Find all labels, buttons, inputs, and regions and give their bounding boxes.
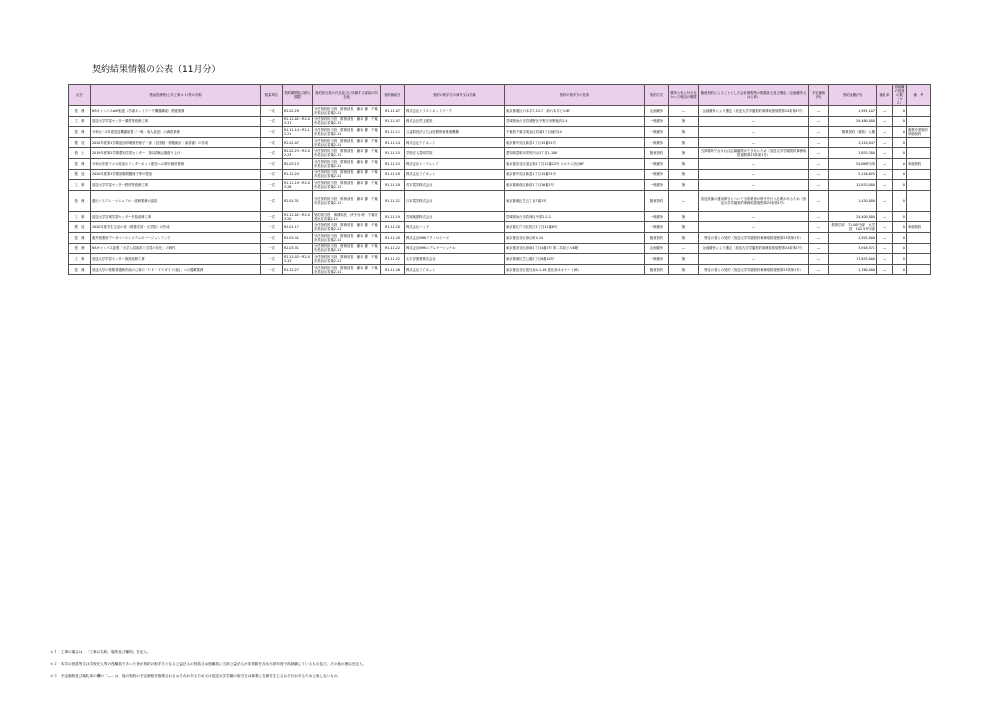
cell-partner: 株式会社ハップ — [405, 222, 505, 233]
table-row — [69, 116, 931, 127]
cell-basis: ― — [699, 254, 809, 265]
cell-basis: ― — [699, 137, 809, 148]
cell-date: R1.11.07 — [381, 116, 405, 127]
cell-address: 東京都港区芝五丁目7番1号 — [505, 190, 645, 211]
cell-name: 運行システム・マニュアル・改修業務の請負 — [91, 190, 261, 211]
header-period: 契約期間及び納入期限 — [283, 85, 313, 106]
cell-reason: 無 — [669, 254, 699, 265]
cell-amount: 3,220,047 — [829, 137, 877, 148]
cell-rate: ― — [877, 106, 893, 117]
cell-officer: 分任契約担当役 財務部長 藤本 優 千葉市美浜区若葉2-11 — [313, 127, 381, 138]
cell-address: 東京都渋谷区道玄坂1丁目12番12号 コルナス渋谷6F — [505, 158, 645, 169]
cell-reemployment: 0 — [893, 190, 907, 211]
cell-officer: 分任契約担当役 財務部長 藤本 優 千葉市美浜区若葉2-11 — [313, 148, 381, 159]
cell-name: 2020年度学生生活の栞（教養学部・大学院）の作成 — [91, 222, 261, 233]
cell-reemployment: 0 — [893, 243, 907, 254]
cell-date: R1.11.15 — [381, 158, 405, 169]
cell-basis: 特定の者との契約（放送大学学園契約事務取扱規程第23条第1号） — [699, 232, 809, 243]
cell-reason: 無 — [669, 180, 699, 191]
cell-basis: ― — [699, 180, 809, 191]
cell-estimate: ― — [809, 137, 829, 148]
cell-note — [907, 116, 931, 127]
cell-partner: 日本電気株式会社 — [405, 190, 505, 211]
cell-method: 随意契約 — [645, 190, 669, 211]
cell-rate: ― — [877, 148, 893, 159]
page-title: 契約結果情報の公表（11月分） — [92, 65, 221, 75]
cell-method: 一般競争 — [645, 222, 669, 233]
cell-method: 企画競争 — [645, 243, 669, 254]
cell-method: 一般競争 — [645, 137, 669, 148]
cell-date: R1.11.18 — [381, 169, 405, 180]
cell-name: 令和元年度ラジオ放送のインターネット配信への移行検討業務 — [91, 158, 261, 169]
cell-period: R2.01.31 — [283, 190, 313, 211]
cell-officer: 分任契約担当役 財務部長 藤本 優 千葉市美浜区若葉2-11 — [313, 169, 381, 180]
cell-rate: ― — [877, 243, 893, 254]
cell-officer: 分任契約担当役 財務部長 藤本 優 千葉市美浜区若葉2-11 — [313, 137, 381, 148]
cell-name: 2020年度第1学期追加印刷教材冊子一部（全国版・情報統計・演習書）の作成 — [91, 137, 261, 148]
cell-method: 一般競争 — [645, 169, 669, 180]
cell-officer: 分任契約担当役 財務部長 藤本 優 千葉市美浜区若葉2-11 — [313, 243, 381, 254]
cell-estimate: ― — [809, 158, 829, 169]
cell-qty: 一式 — [261, 264, 283, 275]
cell-qty: 一式 — [261, 180, 283, 191]
cell-method: 一般競争 — [645, 180, 669, 191]
cell-qty: 一式 — [261, 127, 283, 138]
cell-date: R1.11.07 — [381, 106, 405, 117]
cell-partner: 茂木電気株式会社 — [405, 180, 505, 191]
cell-estimate: ― — [809, 180, 829, 191]
cell-qty: 一式 — [261, 222, 283, 233]
cell-note — [907, 264, 931, 275]
cell-estimate: ― — [809, 264, 829, 275]
cell-reemployment: 0 — [893, 180, 907, 191]
cell-estimate: ― — [809, 232, 829, 243]
cell-date: R1.11.22 — [381, 254, 405, 265]
cell-officer: 契約担当役 事務局長 伊予谷 明 千葉市美浜区若葉2-11 — [313, 211, 381, 222]
cell-reemployment: 0 — [893, 137, 907, 148]
cell-officer: 分任契約担当役 財務部長 藤本 優 千葉市美浜区若葉2-11 — [313, 106, 381, 117]
header-partner: 契約の相手方の商号又は名称 — [405, 85, 505, 106]
cell-reason: 無 — [669, 137, 699, 148]
cell-rate: ― — [877, 127, 893, 138]
header-reemployment: 再就職の役員の数（＊２） — [893, 85, 907, 106]
cell-kubun: 工 事 — [69, 211, 91, 222]
cell-reason: 無 — [669, 222, 699, 233]
cell-period: R1.11.14～R2.12.21 — [283, 127, 313, 138]
cell-method: 随意契約 — [645, 264, 669, 275]
cell-basis: 当該場所でなければ会場確保ができないため（放送大学学園契約事務取扱規程第23条第1号） — [699, 148, 809, 159]
cell-reemployment: 0 — [893, 264, 907, 275]
cell-reemployment: 0 — [893, 169, 907, 180]
cell-reason: ― — [669, 190, 699, 211]
cell-reason: 無 — [669, 127, 699, 138]
cell-basis: 企画競争により選定（放送大学学園契約事務取扱規程第24条第1号） — [699, 243, 809, 254]
footnotes — [50, 650, 950, 685]
cell-reason: 無 — [669, 211, 699, 222]
cell-method: 一般競争 — [645, 158, 669, 169]
table-row — [69, 169, 931, 180]
cell-amount: 1,925,000 — [829, 232, 877, 243]
cell-officer: 分任契約担当役 財務部長 藤本 優 千葉市美浜区若葉2-11 — [313, 158, 381, 169]
cell-reason: ― — [669, 106, 699, 117]
table-row — [69, 222, 931, 233]
cell-kubun: 役 務 — [69, 264, 91, 275]
cell-amount: 2,216,625 — [829, 169, 877, 180]
cell-estimate: ― — [809, 148, 829, 159]
header-qty: 数量単位 — [261, 85, 283, 106]
cell-partner: 株式会社アイネット — [405, 264, 505, 275]
cell-amount: 24,400,000 — [829, 211, 877, 222]
table-row — [69, 158, 931, 169]
cell-qty: 一式 — [261, 137, 283, 148]
cell-estimate: ― — [809, 106, 829, 117]
cell-amount: 3,916,571 — [829, 243, 877, 254]
cell-partner: 株式会社NHKエデュケーショナル — [405, 243, 505, 254]
cell-method: 企画競争 — [645, 106, 669, 117]
cell-estimate: ― — [809, 190, 829, 211]
cell-address: 宮城県仙台市宮城野区中野字沖野地内2-4 — [505, 116, 645, 127]
cell-name: 番外授業用データベースシステムのバージョンアップ — [91, 232, 261, 243]
table-row — [69, 190, 931, 211]
cell-amount: 17,653,000 — [829, 254, 877, 265]
cell-partner: 株式会社NHKテクノロジーズ — [405, 232, 505, 243]
cell-note — [907, 254, 931, 265]
cell-name: NSキャンパス拡張「大学入試改革と学習の変化」の制作 — [91, 243, 261, 254]
cell-qty: 一式 — [261, 169, 283, 180]
header-officer: 契約担当役の氏名並びに所属する部局の所在地 — [313, 85, 381, 106]
cell-kubun: 製 造 — [69, 137, 91, 148]
cell-reemployment: 0 — [893, 106, 907, 117]
cell-kubun: 役 務 — [69, 158, 91, 169]
cell-partner: 宮城地建株式会社 — [405, 211, 505, 222]
cell-partner: 株式会社アイネット — [405, 169, 505, 180]
cell-reason: 無 — [669, 169, 699, 180]
cell-address: 千葉県千葉市美浜区若葉3丁目地内14 — [505, 127, 645, 138]
cell-basis: 放送設備の運用保守について当該業者が保守を行う必要があるため（放送大学学園契約事務取扱規程第23条第1号） — [699, 190, 809, 211]
cell-period: R2.03.31 — [283, 243, 313, 254]
cell-address: 東京都渋谷区神南1丁目4番1号 第二共同ビル6階 — [505, 243, 645, 254]
cell-note — [907, 148, 931, 159]
cell-date: R1.11.26 — [381, 264, 405, 275]
cell-method: 一般競争 — [645, 127, 669, 138]
cell-address: 東京都港区芝公園1丁目8番10号 — [505, 254, 645, 265]
cell-name: 放送大学学習センター講堂等改修工事 — [91, 116, 261, 127]
cell-qty: 一式 — [261, 116, 283, 127]
cell-basis: ― — [699, 222, 809, 233]
cell-partner: 株式会社エーフェシア — [405, 158, 505, 169]
cell-kubun: 役 務 — [69, 106, 91, 117]
cell-rate: ― — [877, 180, 893, 191]
table-row — [69, 243, 931, 254]
cell-reemployment: 0 — [893, 211, 907, 222]
cell-rate: ― — [877, 254, 893, 265]
cell-period: R1.12.02～R2.03.20 — [283, 211, 313, 222]
cell-address: 東京都渋谷区神山町4-14 — [505, 232, 645, 243]
cell-kubun: 役 務 — [69, 232, 91, 243]
cell-reemployment: 0 — [893, 127, 907, 138]
cell-basis: ― — [699, 127, 809, 138]
contract-results-table — [68, 84, 931, 275]
cell-rate: ― — [877, 158, 893, 169]
header-estimate: 予定価格(円) — [809, 85, 829, 106]
cell-officer: 分任契約担当役 財務部長 藤本 優 千葉市美浜区若葉2-11 — [313, 254, 381, 265]
cell-rate: ― — [877, 222, 893, 233]
cell-period: R2.02.29 — [283, 106, 313, 117]
cell-method: 随意契約 — [645, 232, 669, 243]
cell-period: R1.12.24 — [283, 169, 313, 180]
cell-address: 東京都中央区新富1丁目15番21号 — [505, 137, 645, 148]
cell-basis: 企画競争により選定（放送大学学園契約事務取扱規程第24条第1号） — [699, 106, 809, 117]
cell-officer: 分任契約担当役 財務部長 藤本 優 千葉市美浜区若葉2-11 — [313, 116, 381, 127]
cell-address: 東京都港区六本木7-15-7 新六本木ビル6F — [505, 106, 645, 117]
header-date: 契約締結日 — [381, 85, 405, 106]
cell-reemployment: 0 — [893, 232, 907, 243]
cell-period: R2.02.23～R2.02.23 — [283, 148, 313, 159]
cell-rate: ― — [877, 264, 893, 275]
cell-officer: 分任契約担当役 財務部長 藤本 優 千葉市美浜区若葉2-11 — [313, 264, 381, 275]
cell-name: NSキャンパスwifi拡張（学術ネットワーク機器構成）関連業務 — [91, 106, 261, 117]
cell-method: 一般競争 — [645, 254, 669, 265]
header-rate: 落札率 — [877, 85, 893, 106]
cell-basis: ― — [699, 116, 809, 127]
cell-date: R1.11.20 — [381, 222, 405, 233]
cell-date: R1.11.15 — [381, 148, 405, 159]
cell-method: 一般競争 — [645, 211, 669, 222]
header-basis: 随意契約によることとした会計規程等の根拠条文及び理由（企画競争又は公募） — [699, 85, 809, 106]
cell-note — [907, 243, 931, 254]
header-note: 備 考 — [907, 85, 931, 106]
table-row — [69, 211, 931, 222]
cell-note — [907, 169, 931, 180]
cell-date: R1.11.18 — [381, 180, 405, 191]
footnote-2: ＊２ 本学の役員等又は学校法人等の役職員であった者が契約の相手方となる公益法人の役員又は役職員に当該公益法人が非常勤を含め当該年度で再就職しているもの及び、その他の理由を記入。 — [50, 661, 367, 666]
cell-period: R2.03.13 — [283, 158, 313, 169]
cell-address: 東京都渋谷区恵比寿4-1-18 恵比寿ネオナート(B) — [505, 264, 645, 275]
cell-date: R1.11.19 — [381, 211, 405, 222]
cell-address: 東京都新宿区新宿1丁目26番1号 — [505, 180, 645, 191]
cell-note — [907, 211, 931, 222]
cell-kubun: 借 上 — [69, 148, 91, 159]
cell-reemployment: 0 — [893, 158, 907, 169]
table-row — [69, 232, 931, 243]
cell-kubun: 役 務 — [69, 190, 91, 211]
cell-reason: 無 — [669, 264, 699, 275]
cell-note — [907, 190, 931, 211]
cell-basis: ― — [699, 158, 809, 169]
cell-method: 一般競争 — [645, 116, 669, 127]
cell-period: R1.12.02～R2.03.13 — [283, 254, 313, 265]
table-row — [69, 137, 931, 148]
cell-kubun: 製 造 — [69, 169, 91, 180]
table-row — [69, 127, 931, 138]
header-amount: 契約金額(円) — [829, 85, 877, 106]
cell-officer: 分任契約担当役 財務部長 藤本 優 千葉市美浜区若葉2-11 — [313, 190, 381, 211]
cell-qty: 一式 — [261, 106, 283, 117]
cell-qty: 一式 — [261, 190, 283, 211]
cell-reemployment: 0 — [893, 254, 907, 265]
cell-note: 単価契約 — [907, 222, 931, 233]
cell-reemployment: 0 — [893, 222, 907, 233]
cell-rate: ― — [877, 169, 893, 180]
cell-amount: 概算契約（税抜）人額 — [829, 127, 877, 138]
cell-partner: 株式会社アイネット — [405, 137, 505, 148]
cell-note — [907, 180, 931, 191]
cell-note — [907, 137, 931, 148]
cell-period: R1.11.19～R2.03.28 — [283, 180, 313, 191]
cell-estimate: ― — [809, 222, 829, 233]
cell-date: R1.11.21 — [381, 190, 405, 211]
cell-qty: 一式 — [261, 211, 283, 222]
cell-officer: 分任契約担当役 財務部長 藤本 優 千葉市美浜区若葉2-11 — [313, 232, 381, 243]
cell-estimate: ― — [809, 169, 829, 180]
cell-amount: 教養学部 71.00円/部 大学院 102.57円/部 — [829, 222, 877, 233]
cell-qty: 一式 — [261, 158, 283, 169]
cell-reason: 無 — [669, 158, 699, 169]
cell-estimate: ― — [809, 254, 829, 265]
cell-period: R2.01.07 — [283, 137, 313, 148]
cell-partner: 公益財団法人ちば民間保育推進機構 — [405, 127, 505, 138]
cell-qty: 一式 — [261, 232, 283, 243]
table-row — [69, 254, 931, 265]
cell-note — [907, 232, 931, 243]
cell-partner: 株式会社児玉建設 — [405, 116, 505, 127]
cell-amount: 1,760,000 — [829, 264, 877, 275]
cell-address: 東京都中央区新富1丁目15番21号 — [505, 169, 645, 180]
cell-kubun: 工 事 — [69, 116, 91, 127]
cell-kubun: 製 造 — [69, 222, 91, 233]
cell-name: 放送大学学習センター教材等改修工事 — [91, 180, 261, 191]
cell-date: R1.11.14 — [381, 137, 405, 148]
cell-name: 2019年度第2学期愛知学習センター 第2試験会場借り上げ — [91, 148, 261, 159]
cell-officer: 分任契約担当役 財務部長 藤本 優 千葉市美浜区若葉2-11 — [313, 222, 381, 233]
cell-officer: 分任契約担当役 財務部長 藤本 優 千葉市美浜区若葉2-11 — [313, 180, 381, 191]
cell-amount: 12,870,000 — [829, 180, 877, 191]
cell-amount: 29,480,000 — [829, 116, 877, 127]
cell-method: 随意契約 — [645, 148, 669, 159]
cell-reason: 無 — [669, 232, 699, 243]
cell-amount: 1,430,000 — [829, 190, 877, 211]
cell-estimate: ― — [809, 211, 829, 222]
cell-basis: ― — [699, 211, 809, 222]
footnote-3: ＊３ 予定価格及び落札率の欄の「―」は、他の契約の予定価格を推測されるおそれがあるため又は放送大学学園の取引又は事業に支障を生じるおそれがあるため公表しないもの。 — [50, 673, 341, 678]
cell-reason: ― — [669, 243, 699, 254]
cell-kubun: 工 事 — [69, 180, 91, 191]
cell-name: 放送大学の校歌普通制作曲の公募の「ＵＰ・ＴＶガイド(仮)」への掲載業務 — [91, 264, 261, 275]
cell-estimate: ― — [809, 243, 829, 254]
cell-basis: ― — [699, 169, 809, 180]
cell-address: 東京都江戸川区松江1丁目11番8号 — [505, 222, 645, 233]
cell-qty: 一式 — [261, 243, 283, 254]
cell-date: R1.11.22 — [381, 243, 405, 254]
cell-name: 放送大学宮城学習センター外装改修工事 — [91, 211, 261, 222]
cell-rate: ― — [877, 211, 893, 222]
cell-name: 放送大学学習センター施設改修工事 — [91, 254, 261, 265]
cell-period: R2.01.17 — [283, 222, 313, 233]
cell-reemployment: 0 — [893, 148, 907, 159]
cell-partner: 太平洋建業株式会社 — [405, 254, 505, 265]
cell-reason: 無 — [669, 148, 699, 159]
header-reason: 競争入札に付さなかった理由の概要 — [669, 85, 699, 106]
cell-name: 令和元～2年度放送機器取替（一般・成人放送）の調査業務 — [91, 127, 261, 138]
cell-address: 宮城県仙台市若林区中倉2-2-1 — [505, 211, 645, 222]
cell-qty: 一式 — [261, 254, 283, 265]
table-row — [69, 148, 931, 159]
footnote-1: ＊１ 工事の場合は、「工事の名称、場所及び種別」を記入。 — [50, 650, 151, 654]
cell-estimate: ― — [809, 116, 829, 127]
table-body — [69, 106, 931, 275]
cell-qty: 一式 — [261, 148, 283, 159]
header-kubun: 区分 — [69, 85, 91, 106]
cell-note: 単価契約 — [907, 158, 931, 169]
table-row — [69, 180, 931, 191]
cell-rate: ― — [877, 232, 893, 243]
cell-amount: 1,991,107 — [829, 106, 877, 117]
header-method: 契約方式 — [645, 85, 669, 106]
cell-date: R1.11.11 — [381, 127, 405, 138]
cell-note — [907, 106, 931, 117]
cell-period: R2.03.31 — [283, 232, 313, 243]
cell-estimate: ― — [809, 127, 829, 138]
cell-amount: 1,853,300 — [829, 148, 877, 159]
table-row — [69, 264, 931, 275]
cell-kubun: 役 務 — [69, 243, 91, 254]
cell-name: 2020年度第1学期試験問題冊子等の製造 — [91, 169, 261, 180]
header-address: 契約の相手方の住所 — [505, 85, 645, 106]
cell-basis: 特定の者との契約（放送大学学園契約事務取扱規程第23条第1号） — [699, 264, 809, 275]
cell-reemployment: 0 — [893, 116, 907, 127]
cell-amount: 34,008円/単 — [829, 158, 877, 169]
header-name: 物品役務等(公共工事＊１)等の名称 — [91, 85, 261, 106]
cell-rate: ― — [877, 116, 893, 127]
table-row — [69, 106, 931, 117]
cell-partner: 株式会社トラストネットワーク — [405, 106, 505, 117]
cell-partner: 学校法人豊明学院 — [405, 148, 505, 159]
cell-period: R1.12.27 — [283, 264, 313, 275]
cell-address: 愛知県豊明市栄町内山2丁目1-100 — [505, 148, 645, 159]
cell-note: 複数年度契約 単価契約 — [907, 127, 931, 138]
cell-reason: 無 — [669, 116, 699, 127]
cell-rate: ― — [877, 137, 893, 148]
cell-kubun: 工 事 — [69, 254, 91, 265]
cell-kubun: 役 務 — [69, 127, 91, 138]
cell-date: R1.11.20 — [381, 232, 405, 243]
cell-rate: ― — [877, 190, 893, 211]
cell-period: R1.12.02～R2.03.31 — [283, 116, 313, 127]
table-header-row — [69, 85, 931, 106]
